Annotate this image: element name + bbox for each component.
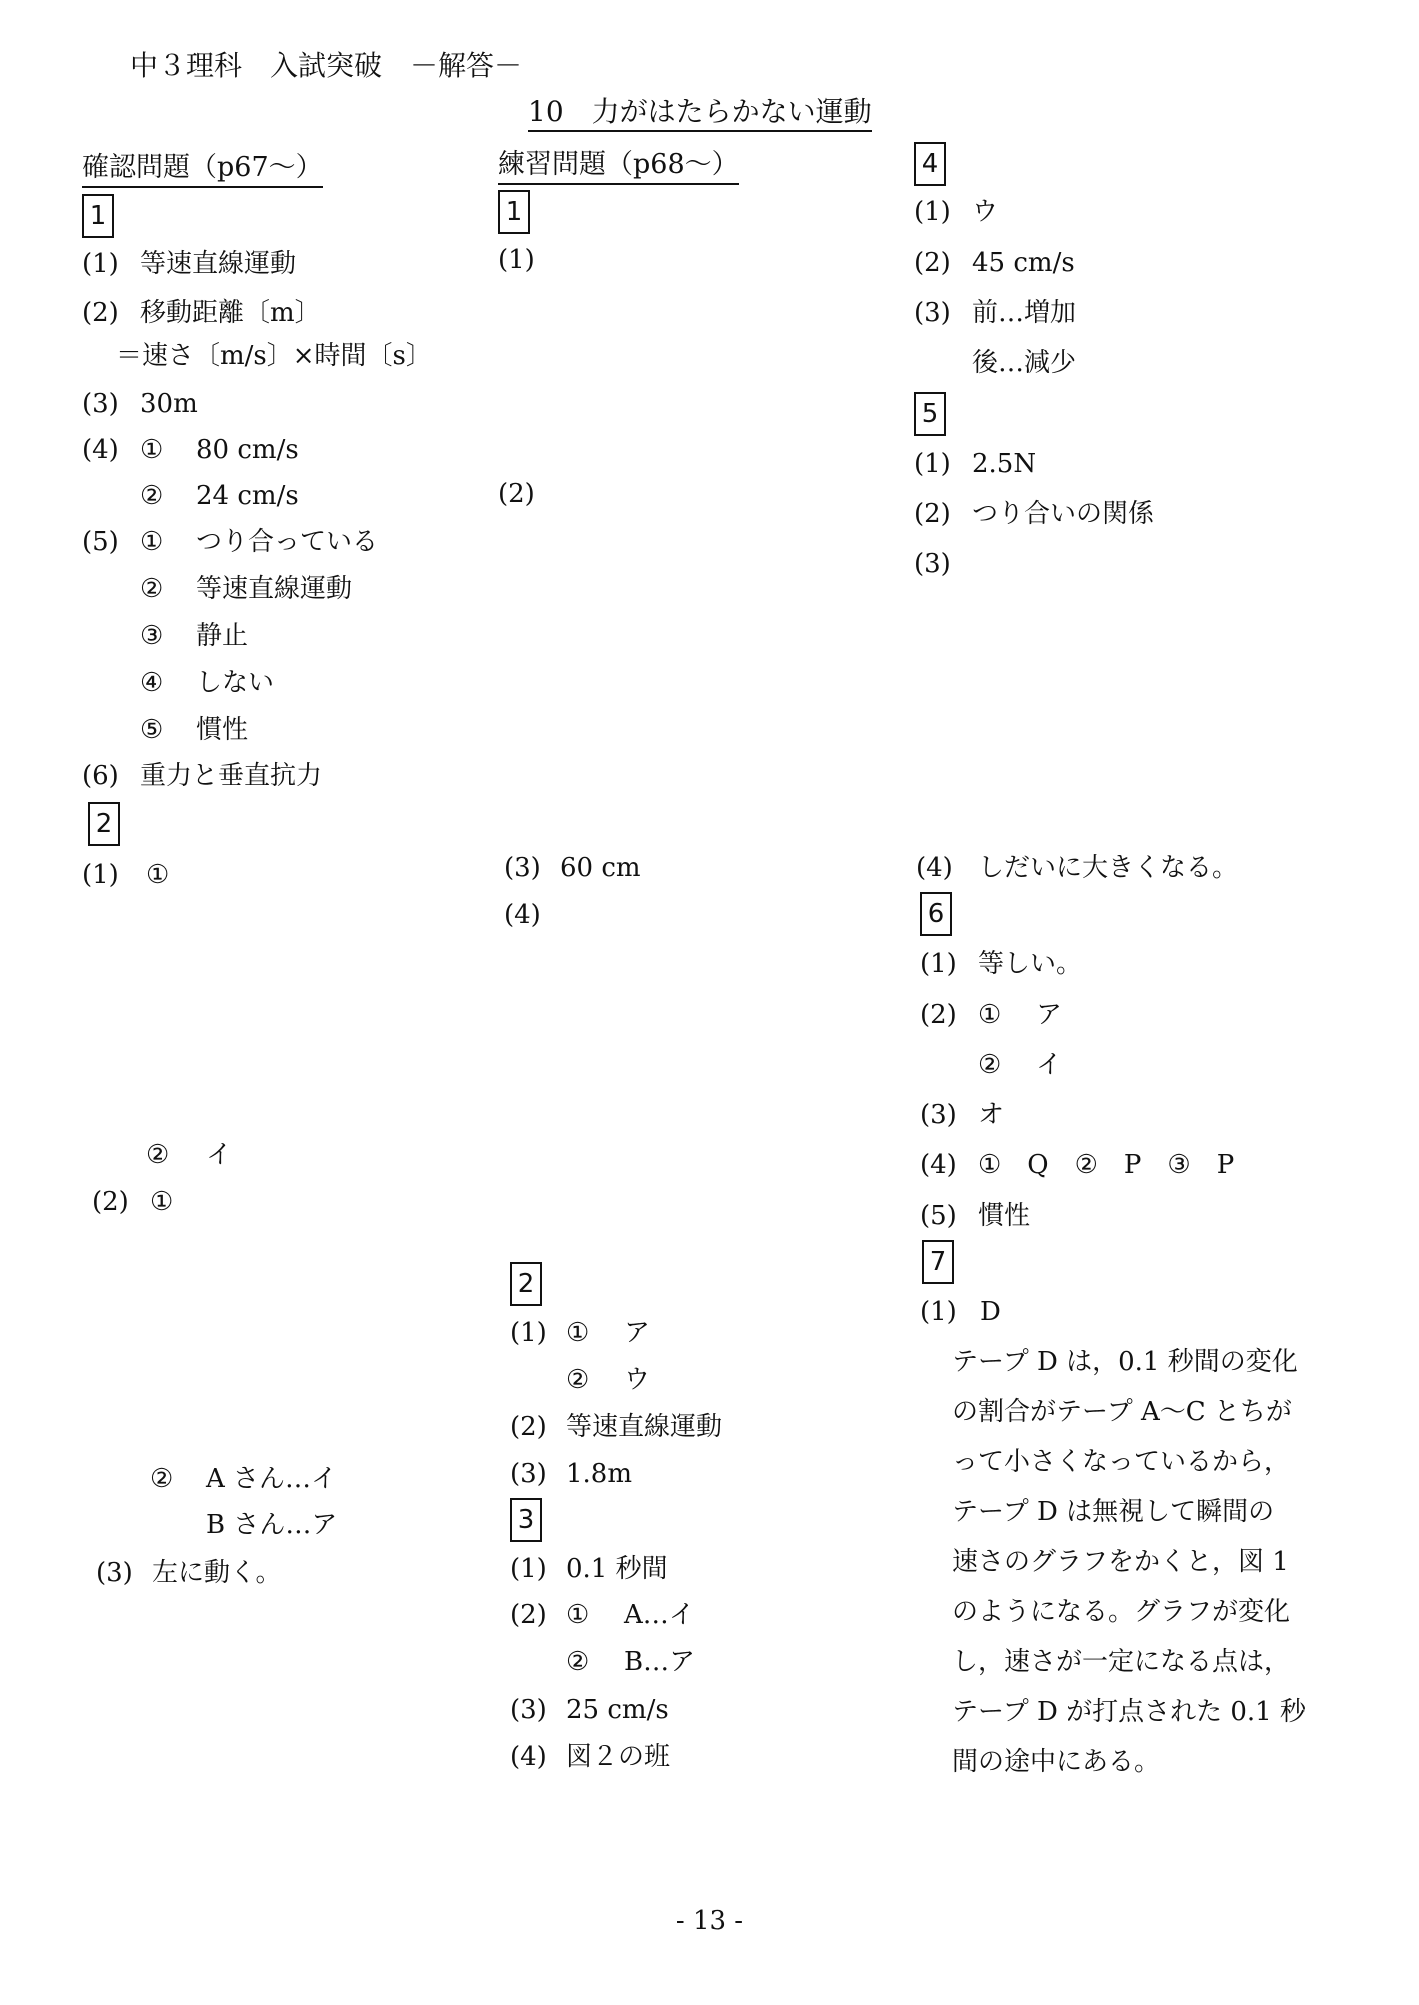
explanation-line: 速さのグラフをかくと，図 1 [952,1547,1289,1577]
answer-label: (1) [914,449,951,479]
answer-label: (1) [510,1318,547,1348]
explanation-line: テープ D が打点された 0.1 秒 [952,1697,1306,1727]
circled-mark: ① [146,860,170,890]
answer-text: しだいに大きくなる。 [978,853,1239,883]
answer-text: 45 cm/s [972,248,1075,278]
circled-mark: ① [140,435,164,465]
page-number: - 13 - [675,1906,744,1936]
answer-label: (5) [82,527,119,557]
circled-mark: ② [140,481,164,511]
answer-text: 慣性 [196,715,249,745]
answer-text: 1.8m [566,1459,633,1489]
answer-text: ウ [624,1365,651,1395]
answer-label: (2) [914,499,951,529]
answer-text: B さん…ア [206,1510,338,1540]
circled-mark: ⑤ [140,715,164,745]
answer-text: 30m [140,389,198,419]
circled-mark: ② [566,1365,590,1395]
answer-text: 等しい。 [978,949,1083,979]
circled-mark: ① [566,1600,590,1630]
answer-label: (2) [82,298,119,328]
question-box-2: 2 [88,802,120,846]
circled-mark: ② [978,1050,1002,1080]
answer-label: (6) [82,761,119,791]
answer-label: (3) [914,549,951,579]
answer-label: (2) [510,1412,547,1442]
circled-mark: ③ [140,621,164,651]
explanation-line: 間の途中にある。 [952,1747,1161,1777]
answer-text: D [980,1297,1001,1327]
answer-label: (3) [82,389,119,419]
circled-mark: ① [150,1187,174,1217]
answer-text: 等速直線運動 [140,249,297,279]
answer-text: つり合っている [196,527,379,557]
circled-mark: ② [150,1464,174,1494]
answer-text: A さん…イ [206,1464,338,1494]
answer-label: (3) [96,1558,133,1588]
answer-text: オ [978,1100,1005,1130]
explanation-line: テープ D は，0.1 秒間の変化 [952,1347,1298,1377]
circled-mark: ① [978,1000,1002,1030]
question-box-1: 1 [498,190,530,234]
answer-text: ア [624,1318,651,1348]
answer-label: (2) [914,248,951,278]
circled-mark: ① [566,1318,590,1348]
answer-label: (1) [920,1297,957,1327]
answer-text: ア [1036,1000,1063,1030]
answer-text: しない [196,668,275,698]
answer-text: つり合いの関係 [972,499,1155,529]
answer-text: 0.1 秒間 [566,1554,668,1584]
answer-label: (1) [920,949,957,979]
question-box-4: 4 [914,142,946,186]
circled-mark: ④ [140,668,164,698]
circled-mark: ② [146,1140,170,1170]
question-box-5: 5 [914,392,946,436]
answer-label: (1) [82,860,119,890]
answer-text: 移動距離〔m〕 [140,298,321,328]
answer-label: (3) [920,1100,957,1130]
answer-text: 等速直線運動 [196,574,353,604]
explanation-line: のようになる。グラフが変化 [952,1597,1291,1627]
circled-mark: ② [140,574,164,604]
answer-text: 60 cm [560,853,641,883]
answer-text: 等速直線運動 [566,1412,723,1442]
answer-text: 後…減少 [972,348,1077,378]
circled-mark: ① [140,527,164,557]
section-heading-kakunin: 確認問題（p67～） [82,152,323,188]
answer-label: (2) [498,479,535,509]
answer-text: 80 cm/s [196,435,299,465]
answer-text: 静止 [196,621,249,651]
answer-label: (1) [498,245,535,275]
explanation-line: の割合がテープ A～C とちが [952,1397,1292,1427]
answer-label: (3) [504,853,541,883]
answer-label: (5) [920,1201,957,1231]
chapter-title: 10 力がはたらかない運動 [528,96,872,132]
answer-text: 重力と垂直抗力 [140,761,323,791]
answer-label: (2) [510,1600,547,1630]
answer-label: (4) [920,1150,957,1180]
explanation-line: テープ D は無視して瞬間の [952,1497,1275,1527]
answer-text: イ [1036,1050,1063,1080]
explanation-line: って小さくなっているから， [952,1447,1291,1477]
answer-label: (3) [510,1695,547,1725]
question-box-2: 2 [510,1262,542,1306]
answer-text: ウ [972,197,999,227]
question-box-6: 6 [920,892,952,936]
answer-label: (4) [916,853,953,883]
answer-text: 慣性 [978,1201,1031,1231]
answer-label: (1) [914,197,951,227]
answer-label: (2) [920,1000,957,1030]
answer-text: 2.5N [972,449,1037,479]
answer-text: 左に動く。 [152,1558,282,1588]
answer-text: ＝速さ〔m/s〕×時間〔s〕 [116,341,432,371]
answer-label: (2) [92,1187,129,1217]
page-title: 中３理科 入試突破 －解答－ [130,49,523,82]
answer-label: (3) [914,298,951,328]
answer-label: (4) [510,1742,547,1772]
question-box-7: 7 [922,1240,954,1284]
section-heading-renshu: 練習問題（p68～） [498,149,739,185]
answer-text: ① Q ② P ③ P [978,1150,1235,1180]
answer-label: (3) [510,1459,547,1489]
question-box-3: 3 [510,1498,542,1542]
answer-label: (1) [510,1554,547,1584]
answer-label: (4) [504,900,541,930]
answer-text: 図２の班 [566,1742,671,1772]
answer-text: A…イ [624,1600,695,1630]
answer-text: 24 cm/s [196,481,299,511]
answer-text: イ [206,1140,233,1170]
answer-text: 25 cm/s [566,1695,669,1725]
answer-label: (1) [82,249,119,279]
question-box-1: 1 [82,194,114,238]
answer-label: (4) [82,435,119,465]
circled-mark: ② [566,1647,590,1677]
answer-text: 前…増加 [972,298,1077,328]
explanation-line: し，速さが一定になる点は， [952,1647,1291,1677]
answer-text: B…ア [624,1647,696,1677]
